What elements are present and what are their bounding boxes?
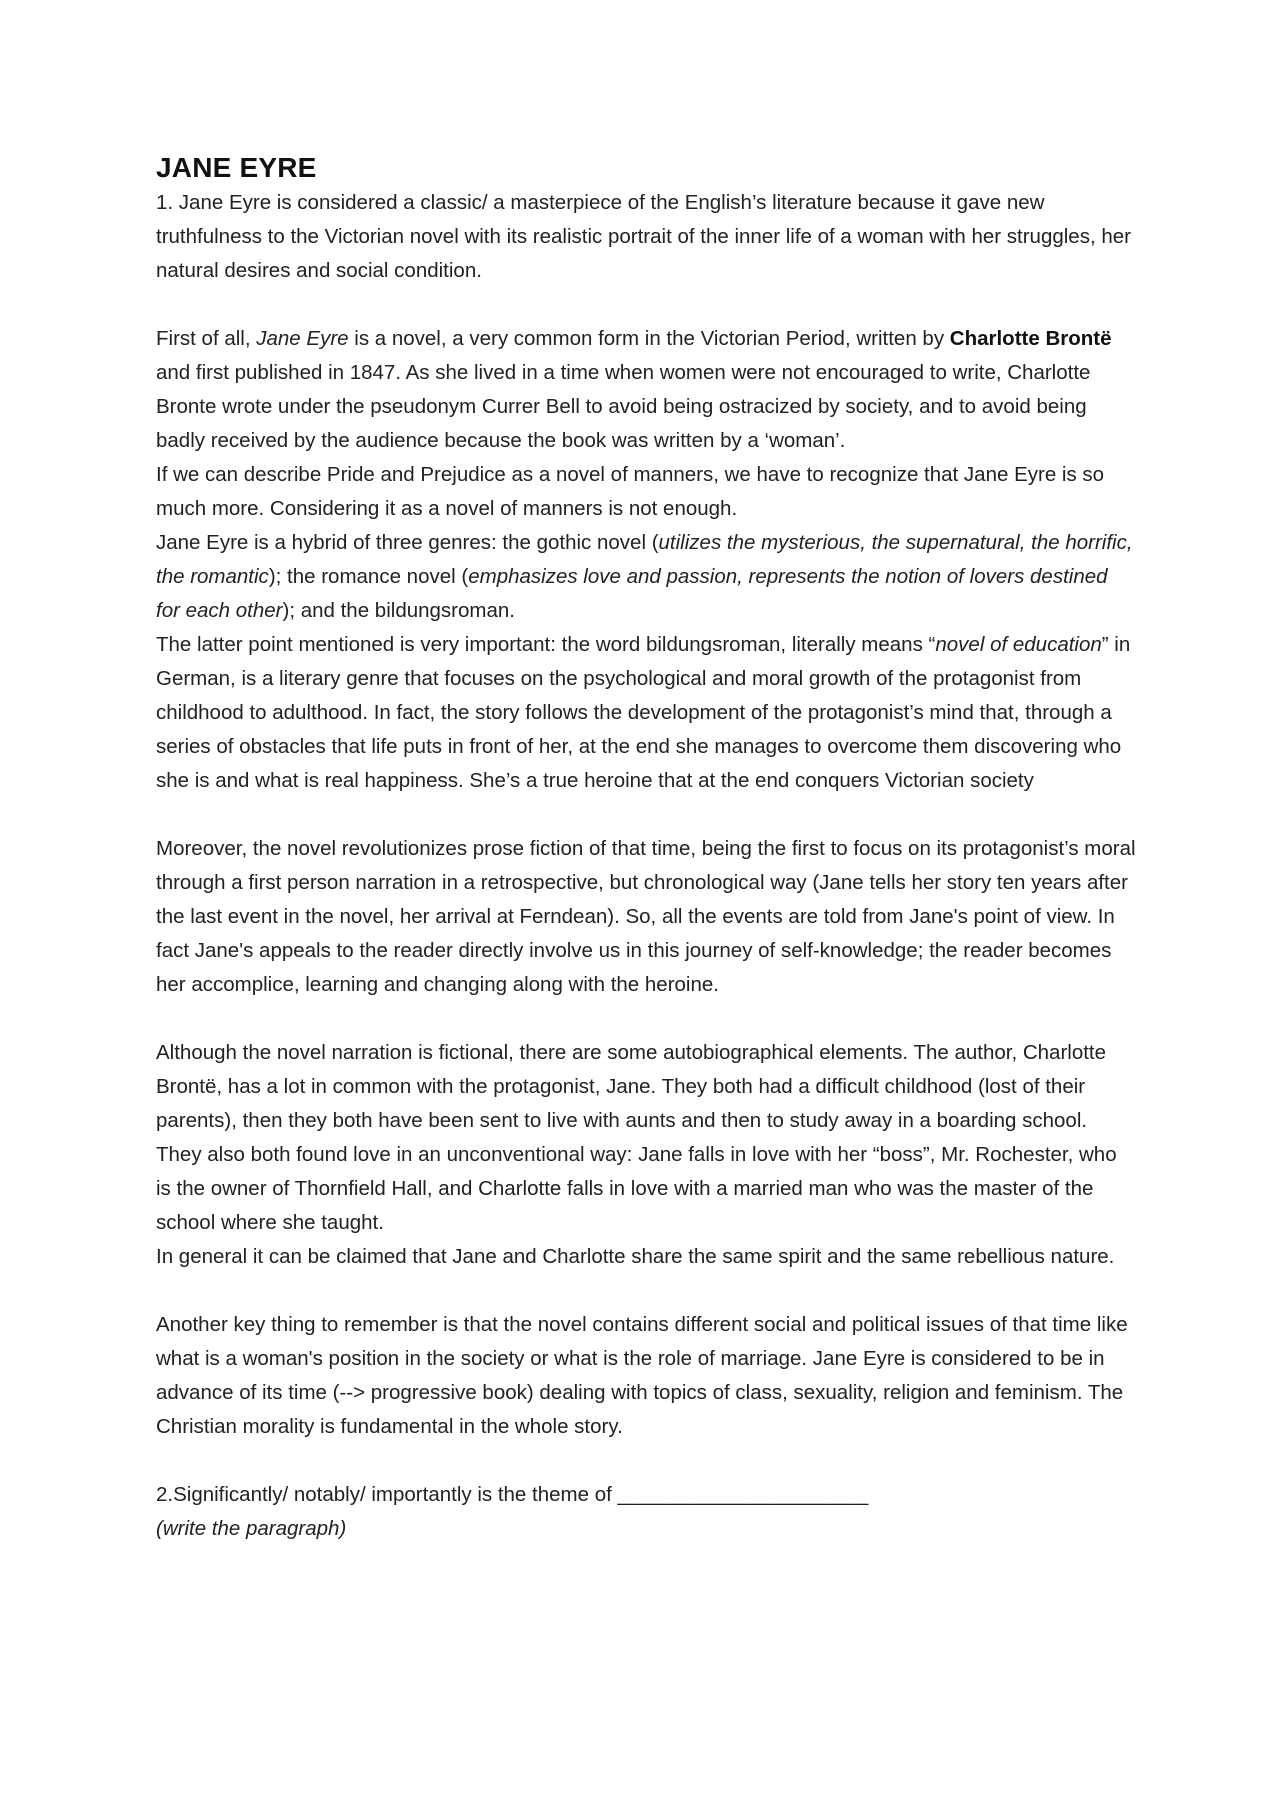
italic-text: Jane Eyre (256, 327, 349, 350)
paragraph-4 (156, 526, 1136, 628)
paragraph-gap (156, 1002, 1136, 1036)
paragraph-9: Another key thing to remember is that the novel contains different social and political issues of that time like what is a woman's position in the society or what is the role of marriage. Jane Eyre is considered to be in advance of its time (--> progressive book) dealing with topics of class, sexuality, religion and feminism. The Christian morality is fundamental in the whole story. (156, 1313, 1128, 1438)
paragraph-gap (156, 1444, 1136, 1478)
paragraph-1: 1. Jane Eyre is considered a classic/ a masterpiece of the English’s literature because it gave new truthfulness to the Victorian novel with its realistic portrait of the inner life of a woman with her struggles, her natural desires and social condition. (156, 191, 1131, 282)
paragraph-6: Moreover, the novel revolutionizes prose fiction of that time, being the first to focus on its protagonist’s moral through a first person narration in a retrospective, but chronological way (Jane tells her story ten years after the last event in the novel, her arrival at Ferndean). So, all the events are told from Jane's point of view. In fact Jane's appeals to the reader directly involve us in this journey of self-knowledge; the reader becomes her accomplice, learning and changing along with the heroine. (156, 837, 1136, 996)
text-run: and first published in 1847. As she lived in a time when women were not encouraged to write, Charlotte Bronte wrote under the pseudonym Currer Bell to avoid being ostracized by society, and to avoid being badly received by the audience because the book was written by a ‘woman’. (156, 361, 1091, 452)
paragraph-8: In general it can be claimed that Jane and Charlotte share the same spirit and the same rebellious nature. (156, 1245, 1115, 1268)
paragraph-gap (156, 288, 1136, 322)
text-run: ); the romance novel ( (268, 565, 469, 588)
instruction-italic (156, 1512, 1136, 1546)
paragraph-7: Although the novel narration is fictional, there are some autobiographical elements. The author, Charlotte Brontë, has a lot in common with the protagonist, Jane. They both had a difficult childhood (lost of their parents), then they both have been sent to live with aunts and then to study away in a boarding school. They also both found love in an unconventional way: Jane falls in love with her “boss”, Mr. Rochester, who is the owner of Thornfield Hall, and Charlotte falls in love with a married man who was the master of the school where she taught. (156, 1041, 1117, 1234)
text-run: First of all, (156, 327, 257, 350)
italic-text: (write the paragraph) (156, 1517, 347, 1540)
bold-text: Charlotte Brontë (949, 327, 1112, 350)
italic-text: novel of education (935, 633, 1102, 656)
paragraph-3: If we can describe Pride and Prejudice as a novel of manners, we have to recognize that Jane Eyre is so much more. Considering it as a novel of manners is not enough. (156, 463, 1105, 520)
paragraph-5 (156, 628, 1136, 798)
paragraph-gap (156, 1274, 1136, 1308)
text-run: ); and the bildungsroman. (282, 599, 515, 622)
paragraph-2 (156, 322, 1136, 458)
document-title: JANE EYRE (156, 152, 317, 183)
text-run: The latter point mentioned is very important: the word bildungsroman, literally means “ (156, 633, 936, 656)
text-run: is a novel, a very common form in the Victorian Period, written by (348, 327, 950, 350)
italic-text: utilizes the mysterious, the supernatural, the horrific, the romantic (156, 531, 1133, 588)
paragraph-gap (156, 798, 1136, 832)
document-page (156, 150, 1136, 1546)
question-2: 2.Significantly/ notably/ importantly is the theme of ______________________ (156, 1483, 869, 1506)
text-run: ” in German, is a literary genre that focuses on the psychological and moral growth of the protagonist from childhood to adulthood. In fact, the story follows the development of the protagonist’s mind that, through a series of obstacles that life puts in front of her, at the end she manages to overcome them discovering who she is and what is real happiness. She’s a true heroine that at the end conquers Victorian society (156, 633, 1131, 792)
italic-text: emphasizes love and passion, represents the notion of lovers destined for each other (156, 565, 1108, 622)
text-run: Jane Eyre is a hybrid of three genres: the gothic novel ( (156, 531, 659, 554)
